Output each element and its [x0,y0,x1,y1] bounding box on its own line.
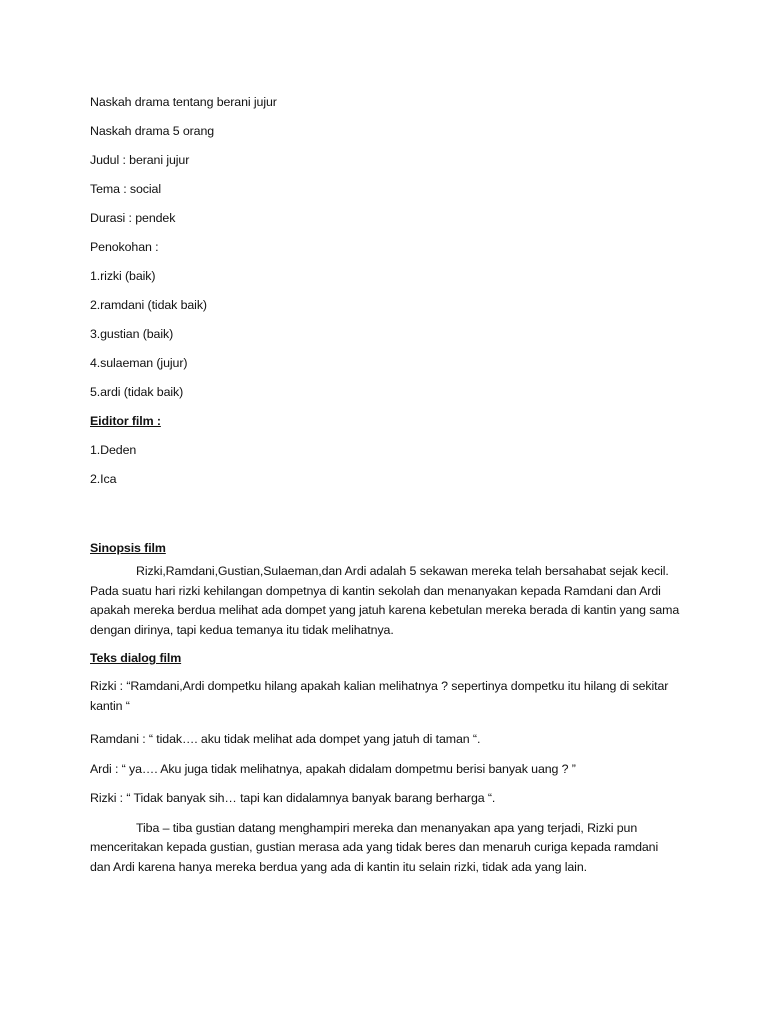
dialog-line-ardi: Ardi : “ ya…. Aku juga tidak melihatnya, apakah didalam dompetmu berisi banyak uang ? ” [90,761,576,776]
durasi-line: Durasi : pendek [90,211,176,225]
judul-line: Judul : berani jujur [90,153,190,167]
synopsis-paragraph: Rizki,Ramdani,Gustian,Sulaeman,dan Ardi adalah 5 sekawan mereka telah bersahabat sejak kecil. Pada suatu hari rizki kehilangan dompetnya di kantin sekolah dan menanyakan kepada Ramdani dan Ardi apakah mereka berdua melihat ada dompet yang jatuh karena kebetulan mereka berada di kantin yang sama dengan dirinya, tapi kedua temanya itu tidak melihatnya. [90,564,680,637]
tema-line: Tema : social [90,182,162,196]
character-item: 4.sulaeman (jujur) [90,356,188,370]
section-spacer [90,500,680,540]
line-spacer [90,750,680,760]
character-item: 5.ardi (tidak baik) [90,385,184,399]
synopsis-heading: Sinopsis film [90,541,166,555]
section-spacer [90,640,680,650]
doc-subtitle-line: Naskah drama 5 orang [90,124,215,138]
doc-title-line: Naskah drama tentang berani jujur [90,95,277,109]
document-content [90,94,680,877]
character-item: 2.ramdani (tidak baik) [90,298,207,312]
line-spacer [90,809,680,819]
penokohan-line: Penokohan : [90,240,159,254]
line-spacer [90,716,680,730]
editor-heading: Eiditor film : [90,414,161,428]
editor-item: 2.Ica [90,472,117,486]
character-item: 3.gustian (baik) [90,327,174,341]
editor-item: 1.Deden [90,443,137,457]
dialog-line-rizki-2: Rizki : “ Tidak banyak sih… tapi kan didalamnya banyak barang berharga “. [90,791,496,805]
dialog-heading: Teks dialog film [90,651,182,665]
character-item: 1.rizki (baik) [90,269,156,283]
line-spacer [90,779,680,789]
dialog-line-ramdani: Ramdani : “ tidak…. aku tidak melihat ada dompet yang jatuh di taman “. [90,732,481,746]
dialog-line-rizki: Rizki : “Ramdani,Ardi dompetku hilang apakah kalian melihatnya ? sepertinya dompetku itu hilang di sekitar kantin “ [90,679,669,713]
narration-paragraph: Tiba – tiba gustian datang menghampiri mereka dan menanyakan apa yang terjadi, Rizki pun menceritakan kepada gustian, gustian merasa ada yang tidak beres dan menaruh curiga kepada ramdani dan Ardi karena hanya mereka berdua yang ada di kantin itu selain rizki, tidak ada yang lain. [90,820,659,874]
